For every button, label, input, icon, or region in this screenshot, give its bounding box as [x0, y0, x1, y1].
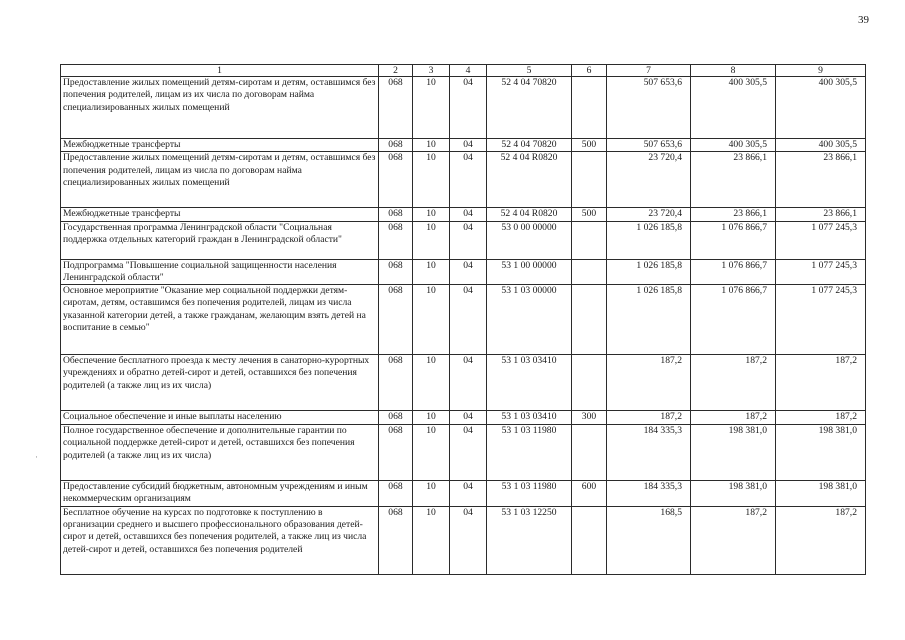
row-value-cell: 53 0 00 00000: [487, 221, 572, 259]
row-value-cell: 10: [413, 411, 450, 425]
row-value-cell: 068: [379, 425, 413, 481]
row-name-cell: Полное государственное обеспечение и дополнительные гарантии по социальной поддержке детей-сирот и детей, оставшихся без попечения родителей (а также лиц из их числа): [61, 425, 379, 481]
table-row: [61, 221, 866, 259]
row-value-cell: 52 4 04 70820: [487, 139, 572, 152]
row-value-cell: [572, 221, 607, 259]
row-value-cell: 04: [450, 77, 487, 139]
row-value-cell: 53 1 03 11980: [487, 481, 572, 507]
row-value-cell: 04: [450, 411, 487, 425]
row-value-cell: [572, 506, 607, 574]
row-value-cell: 198 381,0: [691, 425, 776, 481]
row-value-cell: 068: [379, 139, 413, 152]
table-row: [61, 139, 866, 152]
row-value-cell: 187,2: [607, 411, 691, 425]
row-name-cell: Подпрограмма "Повышение социальной защищенности населения Ленинградской области": [61, 259, 379, 285]
row-value-cell: 1 026 185,8: [607, 259, 691, 285]
row-name-cell: Государственная программа Ленинградской области "Социальная поддержка отдельных категорий граждан в Ленинградской области": [61, 221, 379, 259]
row-value-cell: 068: [379, 355, 413, 411]
row-value-cell: 04: [450, 506, 487, 574]
table-row: [61, 355, 866, 411]
table-row: [61, 77, 866, 139]
table-row: [61, 208, 866, 221]
row-value-cell: [572, 77, 607, 139]
row-value-cell: 187,2: [776, 411, 866, 425]
row-value-cell: 23 866,1: [776, 152, 866, 208]
row-value-cell: 10: [413, 425, 450, 481]
row-value-cell: 52 4 04 R0820: [487, 152, 572, 208]
row-value-cell: 53 1 03 12250: [487, 506, 572, 574]
row-value-cell: 187,2: [691, 506, 776, 574]
row-value-cell: 10: [413, 355, 450, 411]
row-value-cell: 1 077 245,3: [776, 221, 866, 259]
row-value-cell: 187,2: [691, 355, 776, 411]
row-value-cell: 187,2: [691, 411, 776, 425]
row-value-cell: 04: [450, 481, 487, 507]
row-value-cell: 500: [572, 208, 607, 221]
row-value-cell: 507 653,6: [607, 139, 691, 152]
row-value-cell: 1 076 866,7: [691, 285, 776, 355]
table-row: [61, 152, 866, 208]
table-row: [61, 285, 866, 355]
row-value-cell: 1 077 245,3: [776, 285, 866, 355]
table-row: [61, 506, 866, 574]
table-row: [61, 425, 866, 481]
row-value-cell: 1 077 245,3: [776, 259, 866, 285]
row-value-cell: [572, 152, 607, 208]
row-value-cell: 168,5: [607, 506, 691, 574]
row-value-cell: 10: [413, 259, 450, 285]
row-value-cell: 068: [379, 285, 413, 355]
row-value-cell: 10: [413, 152, 450, 208]
header-cell: 8: [691, 65, 776, 77]
row-name-cell: Предоставление жилых помещений детям-сиротам и детям, оставшимся без попечения родителей, лицам из их числа по договорам найма специализированных жилых помещений: [61, 77, 379, 139]
row-value-cell: 198 381,0: [776, 425, 866, 481]
row-value-cell: 53 1 03 11980: [487, 425, 572, 481]
row-value-cell: 04: [450, 355, 487, 411]
row-value-cell: 400 305,5: [691, 139, 776, 152]
row-value-cell: [572, 355, 607, 411]
header-cell: 7: [607, 65, 691, 77]
table-row: [61, 411, 866, 425]
header-cell: 2: [379, 65, 413, 77]
row-value-cell: 507 653,6: [607, 77, 691, 139]
row-name-cell: Обеспечение бесплатного проезда к месту лечения в санаторно-курортных учреждениях и обратно детей-сирот и детей, оставшихся без попечения родителей (а также лиц из их числа): [61, 355, 379, 411]
row-value-cell: 04: [450, 221, 487, 259]
row-name-cell: Предоставление субсидий бюджетным, автономным учреждениям и иным некоммерческим организациям: [61, 481, 379, 507]
page-number: 39: [858, 14, 869, 26]
row-value-cell: 53 1 03 03410: [487, 355, 572, 411]
row-value-cell: 10: [413, 208, 450, 221]
header-cell: 9: [776, 65, 866, 77]
row-value-cell: [572, 425, 607, 481]
row-value-cell: 23 720,4: [607, 152, 691, 208]
row-value-cell: 187,2: [776, 355, 866, 411]
row-value-cell: 23 866,1: [691, 152, 776, 208]
row-value-cell: 068: [379, 77, 413, 139]
row-value-cell: 04: [450, 425, 487, 481]
row-value-cell: 1 026 185,8: [607, 221, 691, 259]
row-value-cell: 187,2: [607, 355, 691, 411]
row-value-cell: 500: [572, 139, 607, 152]
row-value-cell: 23 866,1: [776, 208, 866, 221]
header-cell: 5: [487, 65, 572, 77]
row-value-cell: 23 720,4: [607, 208, 691, 221]
row-name-cell: Межбюджетные трансферты: [61, 139, 379, 152]
row-value-cell: 068: [379, 208, 413, 221]
row-value-cell: 23 866,1: [691, 208, 776, 221]
row-value-cell: 198 381,0: [691, 481, 776, 507]
row-value-cell: 068: [379, 221, 413, 259]
row-value-cell: 400 305,5: [776, 139, 866, 152]
row-value-cell: 10: [413, 77, 450, 139]
row-value-cell: 53 1 00 00000: [487, 259, 572, 285]
row-value-cell: 10: [413, 139, 450, 152]
table-row: [61, 259, 866, 285]
row-value-cell: 04: [450, 285, 487, 355]
row-value-cell: 10: [413, 221, 450, 259]
row-value-cell: 1 076 866,7: [691, 221, 776, 259]
row-name-cell: Межбюджетные трансферты: [61, 208, 379, 221]
row-value-cell: 400 305,5: [691, 77, 776, 139]
row-value-cell: 04: [450, 139, 487, 152]
row-value-cell: 1 026 185,8: [607, 285, 691, 355]
header-cell: 1: [61, 65, 379, 77]
row-value-cell: 04: [450, 259, 487, 285]
row-value-cell: 53 1 03 03410: [487, 411, 572, 425]
budget-table: [60, 64, 866, 575]
header-cell: 4: [450, 65, 487, 77]
row-value-cell: 1 076 866,7: [691, 259, 776, 285]
row-value-cell: 184 335,3: [607, 425, 691, 481]
row-value-cell: 068: [379, 259, 413, 285]
scan-mark: ·: [35, 452, 38, 462]
row-value-cell: 187,2: [776, 506, 866, 574]
table-row: [61, 481, 866, 507]
row-value-cell: [572, 259, 607, 285]
row-value-cell: 53 1 03 00000: [487, 285, 572, 355]
row-value-cell: 52 4 04 R0820: [487, 208, 572, 221]
row-value-cell: 10: [413, 285, 450, 355]
row-value-cell: 04: [450, 208, 487, 221]
row-value-cell: 068: [379, 506, 413, 574]
row-value-cell: 068: [379, 152, 413, 208]
row-value-cell: 600: [572, 481, 607, 507]
row-value-cell: 10: [413, 481, 450, 507]
row-value-cell: 068: [379, 411, 413, 425]
row-value-cell: 52 4 04 70820: [487, 77, 572, 139]
row-name-cell: Бесплатное обучение на курсах по подготовке к поступлению в организации среднего и высшего профессионального образования детей-сирот и детей, оставшихся без попечения родителей, а также лиц из числа детей-сирот и детей, оставшихся без попечения родителей: [61, 506, 379, 574]
row-name-cell: Предоставление жилых помещений детям-сиротам и детям, оставшимся без попечения родителей, лицам из числа по договорам найма специализированных жилых помещений: [61, 152, 379, 208]
header-cell: 3: [413, 65, 450, 77]
row-value-cell: 068: [379, 481, 413, 507]
row-value-cell: [572, 285, 607, 355]
row-value-cell: 198 381,0: [776, 481, 866, 507]
row-value-cell: 300: [572, 411, 607, 425]
row-value-cell: 184 335,3: [607, 481, 691, 507]
row-name-cell: Социальное обеспечение и иные выплаты населению: [61, 411, 379, 425]
header-cell: 6: [572, 65, 607, 77]
row-value-cell: 04: [450, 152, 487, 208]
row-name-cell: Основное мероприятие "Оказание мер социальной поддержки детям-сиротам, детям, оставшимся без попечения родителей, лицам из числа указанной категории детей, а также гражданам, желающим взять детей на воспитание в семью": [61, 285, 379, 355]
header-row: [61, 65, 866, 77]
row-value-cell: 400 305,5: [776, 77, 866, 139]
row-value-cell: 10: [413, 506, 450, 574]
